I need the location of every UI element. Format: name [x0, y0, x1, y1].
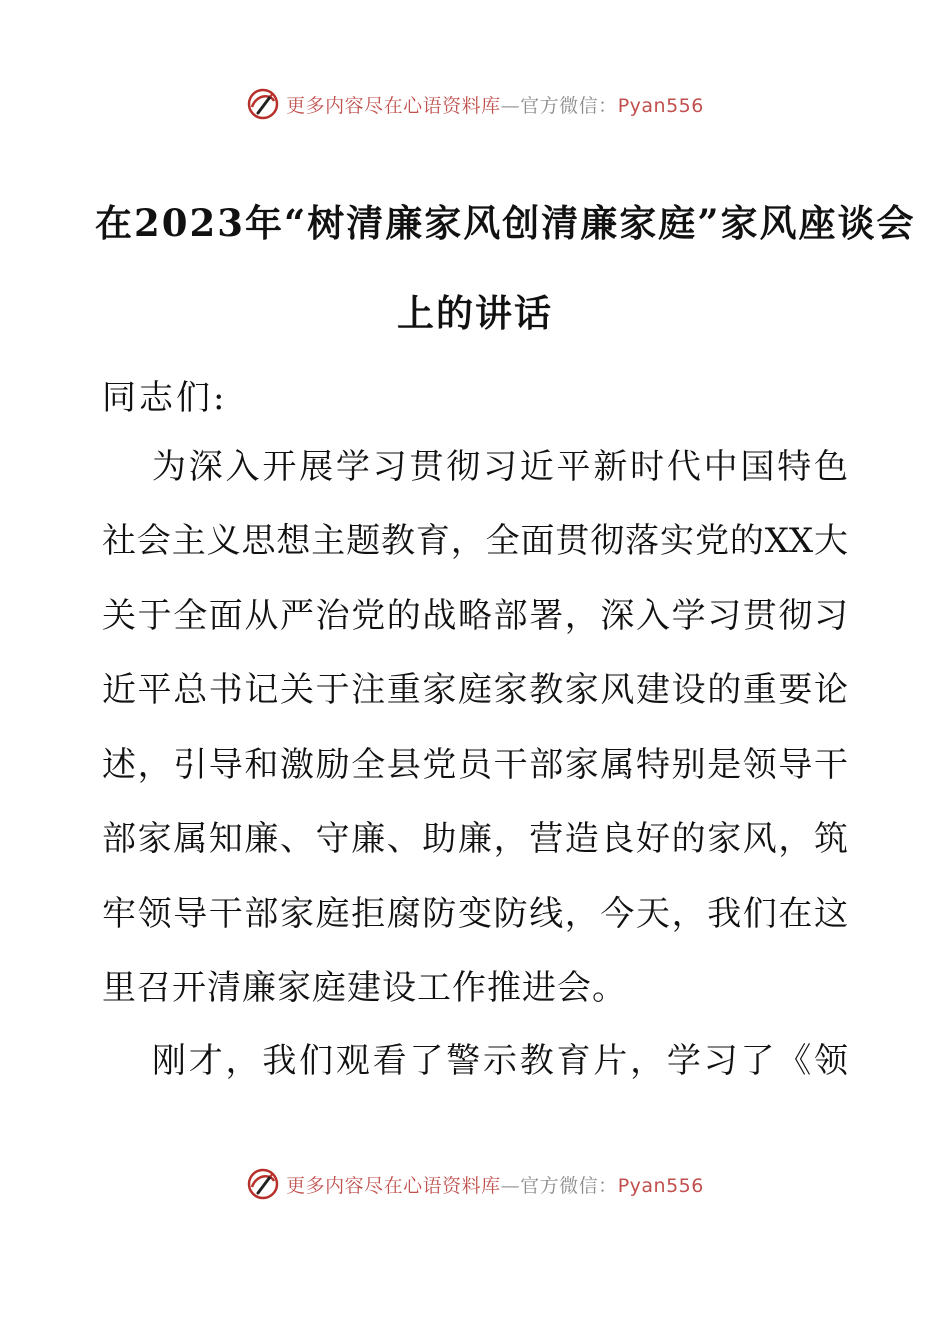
paragraph-line: 社会主义思想主题教育，全面贯彻落实党的XX大 — [102, 521, 848, 561]
pen-swirl-logo-icon — [246, 1167, 280, 1201]
paragraph-line: 部家属知廉、守廉、助廉，营造良好的家风，筑 — [102, 819, 848, 859]
footer-watermark — [0, 1162, 950, 1206]
watermark-dash: — — [500, 1174, 521, 1197]
paragraph-line: 近平总书记关于注重家庭家教家风建设的重要论 — [102, 670, 848, 710]
paragraph-line: 关于全面从严治党的战略部署，深入学习贯彻习 — [102, 596, 848, 636]
title-line-2: 上的讲话 — [397, 291, 553, 335]
paragraph-line: 刚才，我们观看了警示教育片，学习了《领 — [152, 1041, 848, 1081]
paragraph-line: 述，引导和激励全县党员干部家属特别是领导干 — [102, 745, 848, 785]
paragraph-line: 为深入开展学习贯彻习近平新时代中国特色 — [152, 447, 848, 487]
watermark-official-label: 官方微信： — [520, 1174, 618, 1197]
paragraph-line: 里召开清廉家庭建设工作推进会。 — [102, 968, 627, 1008]
paragraph-line: 牢领导干部家庭拒腐防变防线，今天，我们在这 — [102, 894, 848, 934]
title-line-1: 在2023年“树清廉家风创清廉家庭”家风座谈会 — [95, 201, 916, 245]
watermark-official-label: 官方微信： — [520, 94, 618, 117]
header-watermark — [0, 82, 950, 126]
salutation: 同志们: — [102, 378, 228, 418]
watermark-wechat-id: Pyan556 — [617, 94, 704, 117]
document-title — [95, 178, 916, 358]
watermark-wechat-id: Pyan556 — [617, 1174, 704, 1197]
pen-swirl-logo-icon — [246, 87, 280, 121]
watermark-dash: — — [500, 94, 521, 117]
watermark-main-text: 更多内容尽在心语资料库 — [286, 1174, 501, 1197]
watermark-main-text: 更多内容尽在心语资料库 — [286, 94, 501, 117]
